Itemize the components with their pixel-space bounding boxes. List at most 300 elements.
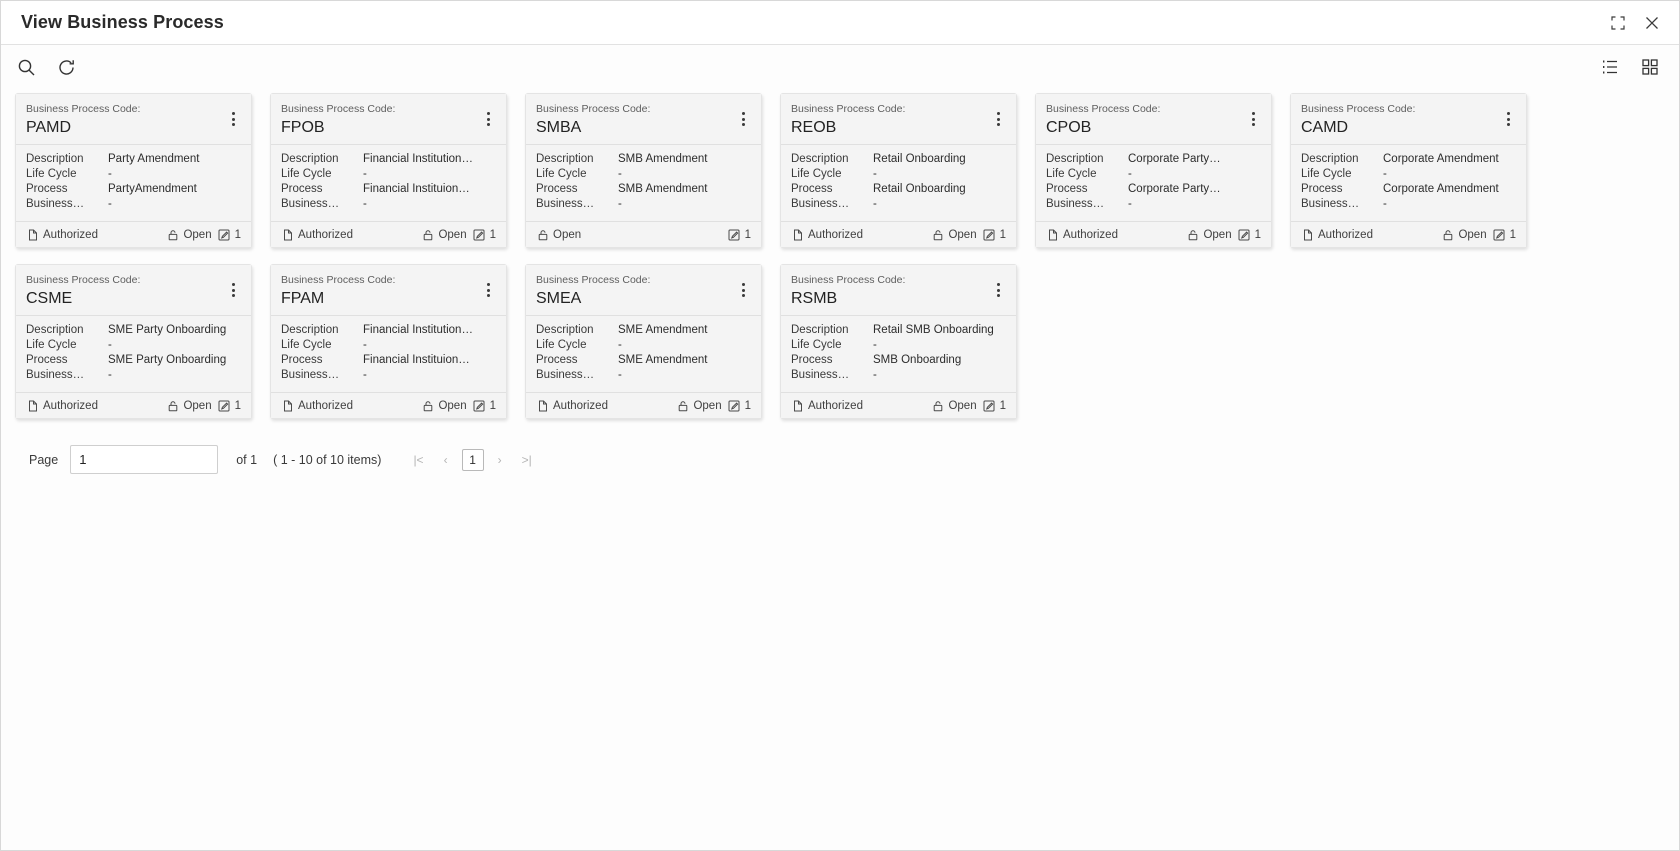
card-footer	[271, 221, 506, 247]
document-icon	[1301, 228, 1314, 241]
card-record-state-text: Open	[1203, 228, 1232, 241]
lock-icon	[931, 399, 944, 412]
business-process-card[interactable]	[1035, 93, 1272, 248]
edit-icon	[983, 228, 996, 241]
card-field-value: -	[363, 168, 367, 180]
card-field-life-cycle	[26, 338, 241, 353]
previous-page-button[interactable]: ‹	[438, 450, 454, 470]
business-process-card[interactable]	[780, 264, 1017, 419]
tile-view-icon[interactable]	[1639, 56, 1661, 78]
card-header	[271, 94, 506, 145]
business-process-card[interactable]	[1290, 93, 1527, 248]
card-field-life-cycle	[791, 338, 1006, 353]
card-field-label: Description	[26, 153, 84, 165]
card-code-block	[1301, 102, 1415, 138]
card-field-business	[791, 197, 1006, 212]
card-footer	[526, 392, 761, 418]
card-field-value: SME Party Onboarding	[108, 324, 227, 336]
card-auth-status	[1046, 228, 1180, 241]
card-field-business	[26, 368, 241, 383]
card-code-block	[26, 102, 140, 138]
card-body	[526, 145, 761, 221]
card-field-label: Life Cycle	[536, 168, 587, 180]
lock-icon	[1441, 228, 1454, 241]
card-code-block	[26, 273, 140, 309]
business-process-content	[1, 89, 1679, 474]
card-field-process	[281, 182, 496, 197]
card-field-label: Description	[26, 324, 84, 336]
card-field-label: Life Cycle	[26, 168, 77, 180]
card-field-label: Life Cycle	[26, 339, 77, 351]
view-toolbar	[1, 45, 1679, 89]
card-code-value: RSMB	[791, 290, 838, 307]
card-code-value: SMEA	[536, 290, 582, 307]
card-field-label: Process	[26, 183, 68, 195]
card-field-description	[1301, 152, 1516, 167]
card-field-value: Financial Instituion…	[363, 354, 470, 366]
card-record-state	[931, 228, 976, 241]
card-body	[526, 316, 761, 392]
card-modification-count-text: 1	[1254, 228, 1261, 241]
card-field-label: Life Cycle	[1301, 168, 1352, 180]
card-code-value: CPOB	[1046, 119, 1092, 136]
document-icon	[281, 399, 294, 412]
card-field-business	[1301, 197, 1516, 212]
card-field-value: -	[1383, 168, 1387, 180]
card-auth-status-text: Authorized	[298, 399, 353, 412]
card-field-process	[1046, 182, 1261, 197]
card-auth-status	[791, 228, 925, 241]
card-field-value: -	[873, 369, 877, 381]
card-field-value: -	[363, 339, 367, 351]
card-field-label: Business…	[1301, 198, 1360, 210]
card-code-label: Business Process Code:	[791, 274, 906, 286]
card-footer	[526, 221, 761, 247]
edit-icon	[1493, 228, 1506, 241]
window-titlebar	[1, 1, 1679, 45]
card-auth-status	[281, 228, 415, 241]
edit-icon	[473, 228, 486, 241]
card-field-value: SMB Amendment	[618, 153, 708, 165]
card-code-block	[791, 273, 905, 309]
card-field-label: Process	[536, 354, 578, 366]
card-modification-count	[1238, 228, 1261, 241]
card-field-label: Life Cycle	[1046, 168, 1097, 180]
card-field-value: -	[1128, 198, 1132, 210]
card-field-description	[281, 323, 496, 338]
card-modification-count-text: 1	[234, 399, 241, 412]
card-field-label: Description	[536, 153, 594, 165]
page-1-button[interactable]: 1	[462, 449, 484, 471]
toolbar-left-group	[15, 56, 77, 78]
card-field-label: Life Cycle	[536, 339, 587, 351]
card-auth-status-text: Authorized	[298, 228, 353, 241]
card-body	[16, 316, 251, 392]
card-field-description	[536, 323, 751, 338]
card-field-value: -	[108, 369, 112, 381]
card-record-state	[166, 399, 211, 412]
card-auth-status	[26, 228, 160, 241]
card-field-life-cycle	[791, 167, 1006, 182]
card-field-label: Business…	[536, 198, 595, 210]
card-record-state-text: Open	[183, 228, 212, 241]
card-code-label: Business Process Code:	[536, 274, 651, 286]
edit-icon	[218, 228, 231, 241]
card-body	[1036, 145, 1271, 221]
card-modification-count	[218, 399, 241, 412]
card-code-label: Business Process Code:	[791, 103, 906, 115]
card-field-value: -	[1128, 168, 1132, 180]
card-field-label: Description	[1301, 153, 1359, 165]
card-field-business	[26, 197, 241, 212]
card-field-life-cycle	[536, 338, 751, 353]
card-field-value: SMB Amendment	[618, 183, 708, 195]
card-menu-icon[interactable]	[480, 109, 496, 129]
card-code-value: CAMD	[1301, 119, 1349, 136]
card-modification-count-text: 1	[999, 399, 1006, 412]
card-field-value: -	[618, 168, 622, 180]
card-field-business	[536, 368, 751, 383]
card-footer	[781, 392, 1016, 418]
card-auth-status-text: Authorized	[1063, 228, 1118, 241]
card-modification-count-text: 1	[234, 228, 241, 241]
card-field-description	[791, 323, 1006, 338]
card-footer	[271, 392, 506, 418]
business-process-card-grid	[15, 93, 1665, 419]
card-auth-status	[26, 399, 160, 412]
card-header	[1036, 94, 1271, 145]
last-page-button[interactable]: >|	[516, 450, 538, 470]
card-field-label: Process	[791, 183, 833, 195]
card-body	[781, 316, 1016, 392]
card-field-value: -	[108, 168, 112, 180]
card-record-state	[676, 399, 721, 412]
card-field-process	[26, 353, 241, 368]
card-field-value: -	[1383, 198, 1387, 210]
minimize-maximize-icon[interactable]	[1609, 14, 1627, 32]
business-process-card[interactable]	[15, 264, 252, 419]
card-field-business	[791, 368, 1006, 383]
card-field-label: Business…	[281, 369, 340, 381]
card-record-state-text: Open	[948, 228, 977, 241]
card-field-description	[26, 323, 241, 338]
card-field-life-cycle	[1046, 167, 1261, 182]
card-field-value: -	[618, 198, 622, 210]
document-icon	[281, 228, 294, 241]
card-header	[271, 265, 506, 316]
card-field-value: Corporate Party…	[1128, 153, 1221, 165]
card-modification-count	[218, 228, 241, 241]
card-field-business	[1046, 197, 1261, 212]
card-footer	[1036, 221, 1271, 247]
business-process-card[interactable]	[525, 93, 762, 248]
card-field-value: PartyAmendment	[108, 183, 197, 195]
edit-icon	[728, 228, 741, 241]
edit-icon	[218, 399, 231, 412]
card-footer	[16, 221, 251, 247]
card-field-description	[26, 152, 241, 167]
card-menu-icon[interactable]	[480, 280, 496, 300]
card-header	[781, 94, 1016, 145]
card-header	[1291, 94, 1526, 145]
card-menu-icon[interactable]	[990, 109, 1006, 129]
card-code-label: Business Process Code:	[1301, 103, 1416, 115]
card-field-life-cycle	[26, 167, 241, 182]
card-menu-icon[interactable]	[990, 280, 1006, 300]
card-footer	[1291, 221, 1526, 247]
card-field-value: Party Amendment	[108, 153, 200, 165]
card-field-value: -	[873, 168, 877, 180]
card-field-process	[281, 353, 496, 368]
card-menu-icon[interactable]	[225, 109, 241, 129]
card-auth-status	[1301, 228, 1435, 241]
pagination-bar	[15, 419, 1665, 474]
card-field-process	[26, 182, 241, 197]
card-field-value: Financial Instituion…	[363, 183, 470, 195]
business-process-card[interactable]	[270, 93, 507, 248]
card-field-label: Process	[26, 354, 68, 366]
edit-icon	[728, 399, 741, 412]
card-field-label: Life Cycle	[791, 168, 842, 180]
page-title: View Business Process	[21, 12, 224, 32]
card-field-value: SME Party Onboarding	[108, 354, 227, 366]
card-code-value: FPAM	[281, 290, 325, 307]
card-field-value: -	[873, 198, 877, 210]
page-number-input[interactable]	[70, 445, 218, 474]
card-field-label: Business…	[536, 369, 595, 381]
card-field-value: -	[363, 369, 367, 381]
card-modification-count	[1493, 228, 1516, 241]
card-header	[526, 265, 761, 316]
card-field-label: Process	[281, 354, 323, 366]
card-record-state	[1186, 228, 1231, 241]
card-code-label: Business Process Code:	[281, 274, 396, 286]
card-field-value: -	[873, 339, 877, 351]
card-field-label: Life Cycle	[791, 339, 842, 351]
card-footer	[781, 221, 1016, 247]
business-process-card[interactable]	[15, 93, 252, 248]
card-menu-icon[interactable]	[735, 280, 751, 300]
card-record-state	[166, 228, 211, 241]
card-modification-count	[473, 228, 496, 241]
card-modification-count-text: 1	[744, 399, 751, 412]
lock-icon	[166, 399, 179, 412]
lock-icon	[421, 228, 434, 241]
edit-icon	[1238, 228, 1251, 241]
card-field-label: Business…	[1046, 198, 1105, 210]
card-field-value: Corporate Amendment	[1383, 153, 1499, 165]
card-field-life-cycle	[281, 338, 496, 353]
card-modification-count	[983, 228, 1006, 241]
card-menu-icon[interactable]	[1500, 109, 1516, 129]
lock-icon	[421, 399, 434, 412]
card-record-state	[421, 399, 466, 412]
card-record-state-text: Open	[948, 399, 977, 412]
lock-icon	[1186, 228, 1199, 241]
card-code-label: Business Process Code:	[26, 274, 141, 286]
card-modification-count-text: 1	[489, 228, 496, 241]
card-field-value: -	[618, 339, 622, 351]
card-header	[16, 94, 251, 145]
card-field-label: Business…	[26, 369, 85, 381]
lock-icon	[931, 228, 944, 241]
card-menu-icon[interactable]	[735, 109, 751, 129]
card-auth-status-text: Authorized	[1318, 228, 1373, 241]
card-field-value: -	[108, 339, 112, 351]
first-page-button[interactable]: |<	[407, 450, 429, 470]
business-process-card[interactable]	[525, 264, 762, 419]
card-field-life-cycle	[1301, 167, 1516, 182]
card-field-life-cycle	[281, 167, 496, 182]
card-header	[16, 265, 251, 316]
card-body	[271, 145, 506, 221]
card-field-value: Corporate Amendment	[1383, 183, 1499, 195]
edit-icon	[473, 399, 486, 412]
card-field-business	[536, 197, 751, 212]
card-field-value: Corporate Party…	[1128, 183, 1221, 195]
card-auth-status	[791, 399, 925, 412]
card-modification-count-text: 1	[489, 399, 496, 412]
card-field-label: Process	[791, 354, 833, 366]
next-page-button[interactable]: ›	[492, 450, 508, 470]
card-field-process	[536, 353, 751, 368]
card-auth-status-text: Authorized	[43, 399, 98, 412]
card-field-label: Business…	[791, 369, 850, 381]
business-process-card[interactable]	[780, 93, 1017, 248]
card-field-description	[281, 152, 496, 167]
card-auth-status-text: Authorized	[808, 228, 863, 241]
card-modification-count-text: 1	[999, 228, 1006, 241]
close-icon[interactable]	[1643, 14, 1661, 32]
card-record-state	[931, 399, 976, 412]
toolbar-right-group	[1599, 56, 1661, 78]
card-field-life-cycle	[536, 167, 751, 182]
card-code-value: PAMD	[26, 119, 72, 136]
document-icon	[1046, 228, 1059, 241]
card-code-label: Business Process Code:	[26, 103, 141, 115]
card-modification-count	[728, 228, 751, 241]
card-field-value: -	[618, 369, 622, 381]
card-menu-icon[interactable]	[225, 280, 241, 300]
card-field-value: Financial Institution…	[363, 153, 473, 165]
card-menu-icon[interactable]	[1245, 109, 1261, 129]
card-field-label: Process	[281, 183, 323, 195]
card-code-value: FPOB	[281, 119, 325, 136]
card-code-block	[791, 102, 905, 138]
lock-icon	[676, 399, 689, 412]
card-auth-status-text: Authorized	[43, 228, 98, 241]
card-modification-count-text: 1	[744, 228, 751, 241]
list-view-icon[interactable]	[1599, 56, 1621, 78]
card-modification-count	[983, 399, 1006, 412]
card-code-block	[281, 102, 395, 138]
card-record-state-text: Open	[693, 399, 722, 412]
search-icon[interactable]	[15, 56, 37, 78]
card-field-label: Description	[1046, 153, 1104, 165]
card-auth-status-text: Authorized	[553, 399, 608, 412]
card-record-state-text: Open	[438, 399, 467, 412]
card-auth-status	[281, 399, 415, 412]
card-field-description	[1046, 152, 1261, 167]
card-field-description	[536, 152, 751, 167]
card-code-block	[281, 273, 395, 309]
card-header	[781, 265, 1016, 316]
lock-icon	[166, 228, 179, 241]
card-field-value: Retail Onboarding	[873, 183, 966, 195]
card-record-state-text: Open	[1458, 228, 1487, 241]
refresh-icon[interactable]	[55, 56, 77, 78]
total-pages-label: of 1	[236, 452, 258, 467]
card-code-value: REOB	[791, 119, 837, 136]
card-record-state-text: Open	[183, 399, 212, 412]
card-field-label: Description	[281, 324, 339, 336]
card-field-label: Description	[281, 153, 339, 165]
card-field-label: Process	[536, 183, 578, 195]
card-field-value: SME Amendment	[618, 324, 708, 336]
document-icon	[791, 228, 804, 241]
document-icon	[791, 399, 804, 412]
card-field-label: Process	[1301, 183, 1343, 195]
card-modification-count	[728, 399, 751, 412]
business-process-card[interactable]	[270, 264, 507, 419]
card-field-value: Financial Institution…	[363, 324, 473, 336]
card-field-process	[791, 182, 1006, 197]
card-record-state	[421, 228, 466, 241]
edit-icon	[983, 399, 996, 412]
card-record-state	[1441, 228, 1486, 241]
card-auth-status-text: Authorized	[808, 399, 863, 412]
card-field-value: SME Amendment	[618, 354, 708, 366]
card-field-value: -	[108, 198, 112, 210]
card-modification-count	[473, 399, 496, 412]
card-field-process	[791, 353, 1006, 368]
pagination-controls	[407, 449, 537, 471]
card-field-label: Life Cycle	[281, 339, 332, 351]
card-field-value: Retail SMB Onboarding	[873, 324, 994, 336]
window-controls	[1609, 14, 1661, 32]
card-modification-count-text: 1	[1509, 228, 1516, 241]
items-range-label: ( 1 - 10 of 10 items)	[273, 452, 382, 467]
card-field-label: Business…	[791, 198, 850, 210]
card-record-state-text: Open	[553, 228, 582, 241]
card-field-business	[281, 368, 496, 383]
card-field-process	[536, 182, 751, 197]
card-record-state-text: Open	[438, 228, 467, 241]
document-icon	[536, 399, 549, 412]
lock-icon	[536, 228, 549, 241]
card-field-label: Description	[791, 324, 849, 336]
card-field-process	[1301, 182, 1516, 197]
card-field-label: Business…	[281, 198, 340, 210]
card-code-label: Business Process Code:	[281, 103, 396, 115]
card-field-label: Life Cycle	[281, 168, 332, 180]
card-code-value: CSME	[26, 290, 73, 307]
card-code-value: SMBA	[536, 119, 582, 136]
card-field-value: -	[363, 198, 367, 210]
document-icon	[26, 399, 39, 412]
card-header	[526, 94, 761, 145]
card-body	[16, 145, 251, 221]
card-body	[781, 145, 1016, 221]
card-code-block	[536, 273, 650, 309]
card-body	[1291, 145, 1526, 221]
card-footer	[16, 392, 251, 418]
card-auth-status	[536, 399, 670, 412]
document-icon	[26, 228, 39, 241]
card-record-state	[536, 228, 581, 241]
card-field-value: SMB Onboarding	[873, 354, 962, 366]
card-code-block	[536, 102, 650, 138]
